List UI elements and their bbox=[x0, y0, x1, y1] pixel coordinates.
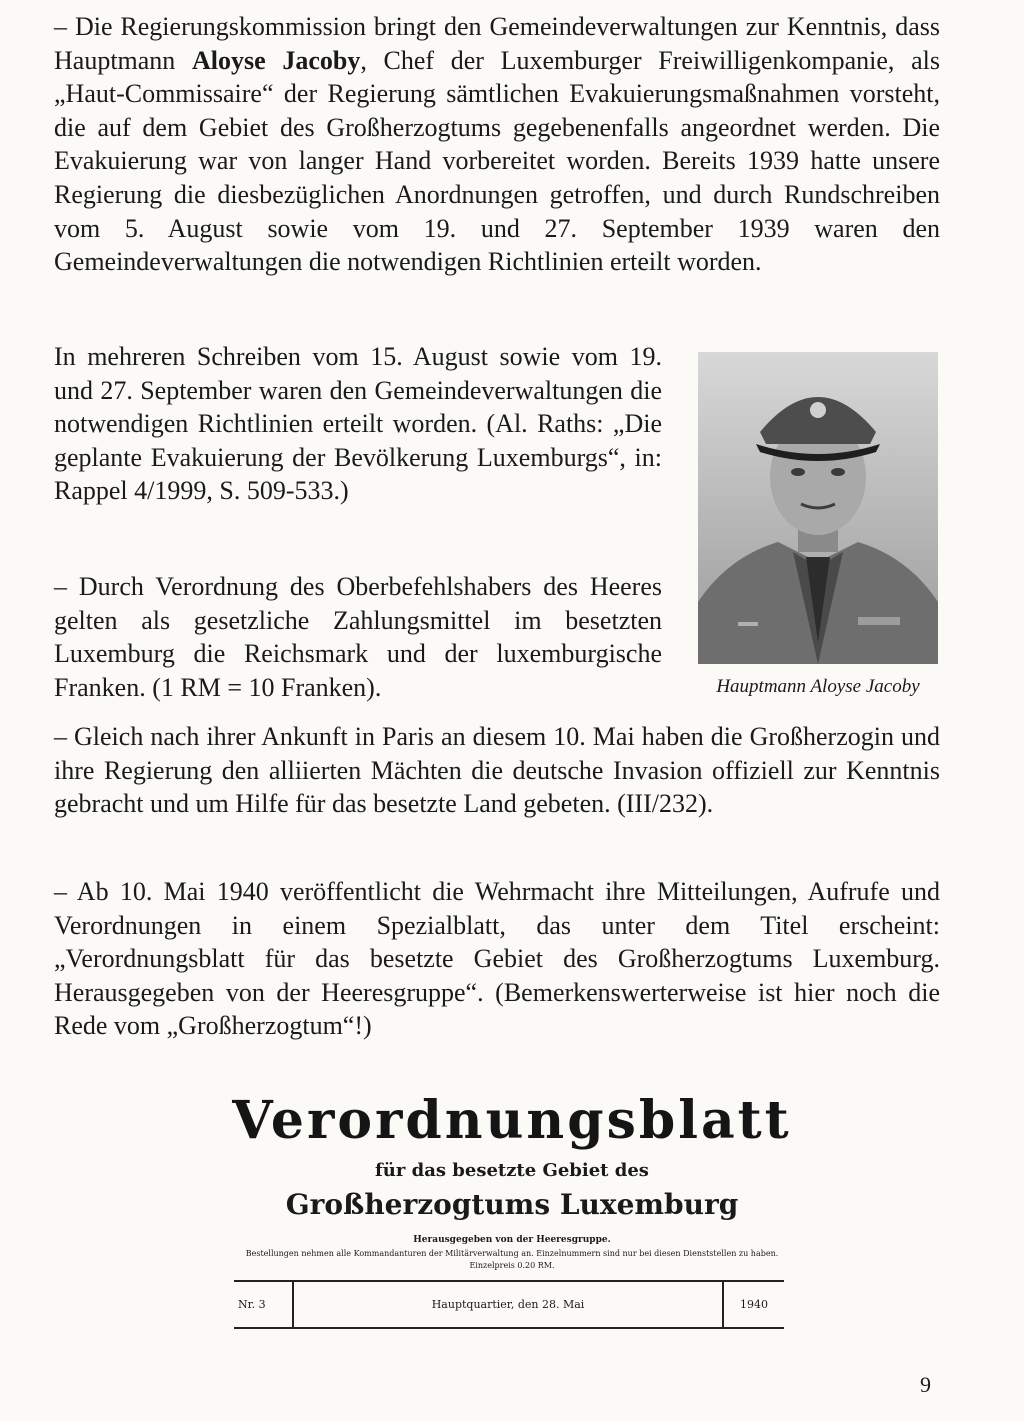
paragraph-evakuierung bbox=[54, 10, 940, 279]
paragraph-schreiben: In mehreren Schreiben vom 15. August sowie vom 19. und 27. September waren den Gemeindeverwaltungen die notwendigen Richtlinien erteilt worden. (Al. Raths: „Die geplante Evakuierung der Bevölkerung Luxemburgs“, in: Rappel 4/1999, S. 509-533.) bbox=[54, 342, 662, 506]
paragraph-grossherzogin: – Gleich nach ihrer Ankunft in Paris an diesem 10. Mai haben die Großherzogin und ihre Regierung den alliierten Mächten die deutsche Invasion offiziell zur Kenntnis gebracht und um Hilfe für das besetzte Land gebeten. (III/232). bbox=[54, 722, 940, 819]
portrait-officer-image bbox=[698, 352, 938, 664]
person-name: Aloyse Jacoby bbox=[191, 45, 361, 75]
masthead-publisher: Herausgegeben von der Heeresgruppe. bbox=[413, 1235, 611, 1245]
issue-number: Nr. 3 bbox=[238, 1298, 266, 1311]
photo-caption: Hauptmann Aloyse Jacoby bbox=[716, 676, 920, 697]
page-number: 9 bbox=[920, 1372, 931, 1397]
masthead-rule-top bbox=[234, 1280, 784, 1282]
masthead-rule-bottom bbox=[234, 1327, 784, 1329]
masthead-title: Verordnungsblatt bbox=[232, 1090, 792, 1151]
masthead-ordering-info: Bestellungen nehmen alle Kommandanturen der Militärverwaltung an. Einzelnummern sind nur bei diesen Dienststellen zu haben. bbox=[245, 1249, 779, 1258]
masthead-subtitle-2: Großherzogtums Luxemburg bbox=[285, 1188, 739, 1221]
portrait-photo bbox=[698, 352, 938, 664]
paragraph-text: – Die Regierungskommission bringt den Gemeindeverwaltungen zur Kenntnis, dass Hauptmann bbox=[54, 12, 940, 75]
paragraph-text: , Chef der Luxemburger Freiwilligenkompanie, als „Haut-Commissaire“ der Regierung sämtlichen Evakuierungsmaßnahmen vorsteht, die auf dem Gebiet des Großherzogtums gegebenenfalls angeordnet werden. Die Evakuierung war von langer Hand vorbereitet worden. Bereits 1939 hatte unsere Regierung die diesbezüglichen Anordnungen getroffen, und durch Rundschreiben vom 5. August sowie vom 19. und 27. September 1939 waren den Gemeindeverwaltungen die notwendigen Richtlinien erteilt worden. bbox=[54, 45, 940, 277]
paragraph-wehrmacht: – Ab 10. Mai 1940 veröffentlicht die Wehrmacht ihre Mitteilungen, Aufrufe und Verordnungen in einem Spezialblatt, das unter dem Titel erscheint: „Verordnungsblatt für das besetzte Gebiet des Großherzogtums Luxemburg. Herausgegeben von der Heeresgruppe“. (Bemerkenswerterweise ist hier noch die Rede vom „Großherzogtum“!) bbox=[54, 877, 940, 1041]
issue-year: 1940 bbox=[740, 1298, 768, 1311]
paragraph-zahlungsmittel: – Durch Verordnung des Oberbefehlshabers des Heeres gelten als gesetzliche Zahlungsmittel im besetzten Luxemburg die Reichsmark und der luxemburgische Franken. (1 RM = 10 Franken). bbox=[54, 572, 662, 702]
masthead-price: Einzelpreis 0.20 RM. bbox=[469, 1261, 555, 1270]
issue-dateline: Hauptquartier, den 28. Mai bbox=[431, 1298, 585, 1311]
masthead-subtitle-1: für das besetzte Gebiet des bbox=[375, 1160, 649, 1181]
